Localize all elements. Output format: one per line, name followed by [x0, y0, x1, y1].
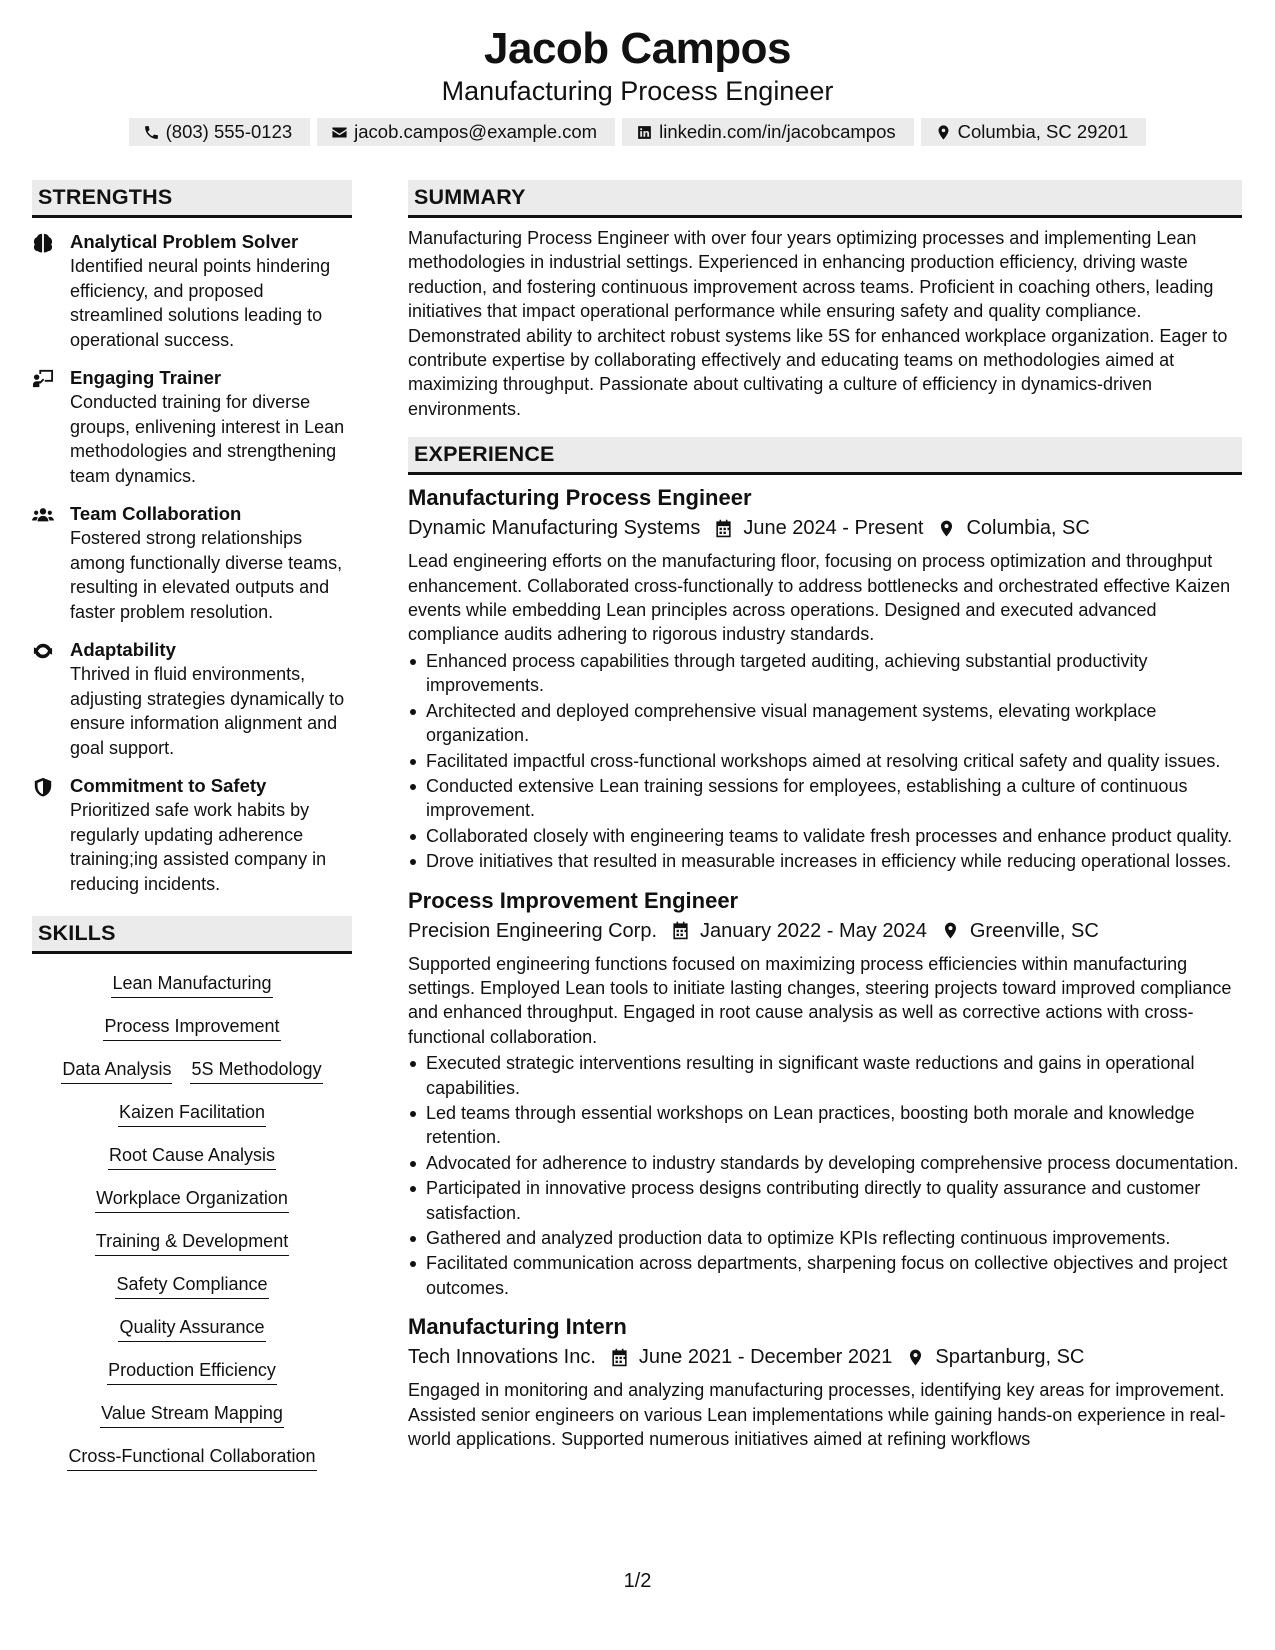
contact-phone-text: (803) 555-0123 [165, 121, 293, 142]
list-item: Executed strategic interventions resulting in significant waste reductions and gains in operational capabilities. [408, 1051, 1242, 1100]
skill-tag: Process Improvement [103, 1013, 280, 1041]
job-title: Manufacturing Intern [408, 1314, 627, 1340]
skill-tag: Workplace Organization [95, 1185, 289, 1213]
list-item: Enhanced process capabilities through targeted auditing, achieving substantial productivity improvements. [408, 649, 1242, 698]
job-title: Process Improvement Engineer [408, 887, 739, 913]
location-pin-icon [941, 921, 960, 940]
list-item: Collaborated closely with engineering teams to validate fresh processes and enhance product quality. [408, 824, 1242, 848]
skill-tag: Data Analysis [61, 1056, 172, 1084]
list-item: Facilitated impactful cross-functional workshops aimed at resolving critical safety and quality issues. [408, 749, 1242, 773]
job-meta [408, 513, 1242, 543]
list-item: Architected and deployed comprehensive visual management systems, elevating workplace organization. [408, 699, 1242, 748]
list-item: Facilitated communication across departments, sharpening focus on collective objectives and project outcomes. [408, 1251, 1242, 1300]
strength-title: Engaging Trainer [70, 367, 222, 388]
resume-header [0, 22, 1275, 146]
strength-desc: Prioritized safe work habits by regularly updating adherence training;ing assisted company in reducing incidents. [70, 800, 327, 894]
location-pin-icon [937, 519, 956, 538]
strength-item [32, 638, 352, 760]
page-number: 1/2 [623, 1570, 652, 1592]
strength-title: Analytical Problem Solver [70, 231, 299, 252]
strength-title: Team Collaboration [70, 503, 242, 524]
job-dates: June 2024 - Present [743, 517, 924, 540]
skill-tag: 5S Methodology [190, 1056, 322, 1084]
chalkboard-teacher-icon [32, 369, 54, 389]
right-column [408, 180, 1242, 1451]
list-item: Advocated for adherence to industry standards by developing comprehensive process documentation. [408, 1151, 1242, 1175]
skill-tag: Safety Compliance [115, 1271, 268, 1299]
job-location: Greenville, SC [969, 919, 1099, 942]
calendar-icon [671, 921, 690, 940]
job-desc: Supported engineering functions focused on maximizing process efficiencies within manufacturing settings. Employed Lean tools to initiate lasting changes, steering projects toward improved compliance and enhanced throughput. Engaged in root cause analysis as well as corrective actions with cross-functional collaboration. [408, 953, 1232, 1047]
summary-text: Manufacturing Process Engineer with over four years optimizing processes and implementing Lean methodologies in industrial settings. Experienced in enhancing production efficiency, driving waste reduction, and fostering continuous improvement across teams. Proficient in coaching others, leading initiatives that impact operational performance while ensuring safety and quality compliance. Demonstrated ability to architect robust systems like 5S for enhanced workplace organization. Eager to contribute expertise by collaborating effectively and educating teams on methodologies aimed at maximizing throughput. Passionate about cultivating a culture of efficiency in dynamics-driven environments. [408, 228, 1228, 419]
brain-icon [32, 233, 54, 253]
job-location: Spartanburg, SC [935, 1346, 1085, 1369]
job-desc: Lead engineering efforts on the manufacturing floor, focusing on process optimization and throughput enhancement. Collaborated cross-functionally to address bottlenecks and orchestrated effective Kaizen events while embedding Lean principles across operations. Designed and executed advanced compliance audits adhering to rigorous industry standards. [408, 551, 1231, 645]
sync-icon [32, 641, 54, 661]
skill-tag: Production Efficiency [107, 1357, 277, 1385]
candidate-name: Jacob Campos [484, 24, 791, 73]
contact-linkedin[interactable] [622, 118, 914, 146]
strength-title: Commitment to Safety [70, 775, 267, 796]
strength-desc: Conducted training for diverse groups, enlivening interest in Lean methodologies and strengthening team dynamics. [70, 392, 345, 486]
list-item: Gathered and analyzed production data to optimize KPIs reflecting continuous improvements. [408, 1226, 1242, 1250]
experience-heading: EXPERIENCE [408, 437, 1242, 475]
skill-tag: Cross-Functional Collaboration [67, 1443, 316, 1471]
calendar-icon [714, 519, 733, 538]
strength-item [32, 774, 352, 896]
skill-tag: Training & Development [95, 1228, 289, 1256]
envelope-icon [331, 124, 348, 141]
job-dates: January 2022 - May 2024 [700, 919, 927, 942]
contact-email-text: jacob.campos@example.com [354, 121, 598, 142]
skills-heading: SKILLS [32, 916, 352, 954]
summary-heading: SUMMARY [408, 180, 1242, 218]
skill-tag: Quality Assurance [118, 1314, 265, 1342]
shield-icon [32, 777, 54, 797]
list-item: Participated in innovative process designs contributing directly to quality assurance and customer satisfaction. [408, 1176, 1242, 1225]
job-bullets [408, 1051, 1242, 1300]
strength-desc: Thrived in fluid environments, adjusting strategies dynamically to ensure information alignment and goal support. [70, 664, 345, 758]
left-column [32, 180, 352, 1471]
phone-icon [143, 124, 160, 141]
strength-item [32, 366, 352, 488]
strength-item [32, 502, 352, 624]
job-company: Tech Innovations Inc. [408, 1346, 596, 1369]
strength-desc: Fostered strong relationships among functionally diverse teams, resulting in elevated outputs and faster problem resolution. [70, 528, 343, 622]
skill-tag: Kaizen Facilitation [118, 1099, 266, 1127]
list-item: Led teams through essential workshops on Lean practices, boosting both morale and knowledge retention. [408, 1101, 1242, 1150]
contact-email[interactable] [317, 118, 615, 146]
job-entry [408, 483, 1242, 873]
strength-title: Adaptability [70, 639, 176, 660]
contact-linkedin-text: linkedin.com/in/jacobcampos [659, 121, 896, 142]
job-company: Dynamic Manufacturing Systems [408, 517, 701, 540]
job-meta [408, 916, 1242, 946]
job-meta [408, 1342, 1242, 1372]
job-location: Columbia, SC [966, 517, 1090, 540]
skills-list [32, 954, 352, 1471]
job-dates: June 2021 - December 2021 [638, 1346, 893, 1369]
job-title: Manufacturing Process Engineer [408, 485, 752, 511]
job-entry [408, 886, 1242, 1301]
calendar-icon [610, 1348, 629, 1367]
location-pin-icon [906, 1348, 925, 1367]
linkedin-icon [636, 124, 653, 141]
contact-location-text: Columbia, SC 29201 [957, 121, 1129, 142]
skill-tag: Value Stream Mapping [100, 1400, 284, 1428]
users-icon [32, 505, 54, 525]
candidate-role: Manufacturing Process Engineer [441, 76, 834, 106]
location-pin-icon [935, 124, 952, 141]
strength-item [32, 230, 352, 352]
contact-bar [0, 118, 1275, 146]
contact-location[interactable] [921, 118, 1147, 146]
job-company: Precision Engineering Corp. [408, 919, 658, 942]
strengths-heading: STRENGTHS [32, 180, 352, 218]
list-item: Conducted extensive Lean training sessions for employees, establishing a culture of continuous improvement. [408, 774, 1242, 823]
job-desc: Engaged in monitoring and analyzing manufacturing processes, identifying key areas for improvement. Assisted senior engineers on various Lean implementations while gaining hands-on experience in real-world applications. Supported numerous initiatives aimed at refining workflows [408, 1380, 1226, 1450]
list-item: Drove initiatives that resulted in measurable increases in efficiency while reducing operational losses. [408, 849, 1242, 873]
skill-tag: Lean Manufacturing [111, 970, 272, 998]
job-bullets [408, 649, 1242, 874]
strength-desc: Identified neural points hindering efficiency, and proposed streamlined solutions leading to operational success. [70, 256, 331, 350]
skill-tag: Root Cause Analysis [108, 1142, 276, 1170]
job-entry [408, 1312, 1242, 1451]
strengths-list [32, 230, 352, 896]
contact-phone[interactable] [129, 118, 311, 146]
